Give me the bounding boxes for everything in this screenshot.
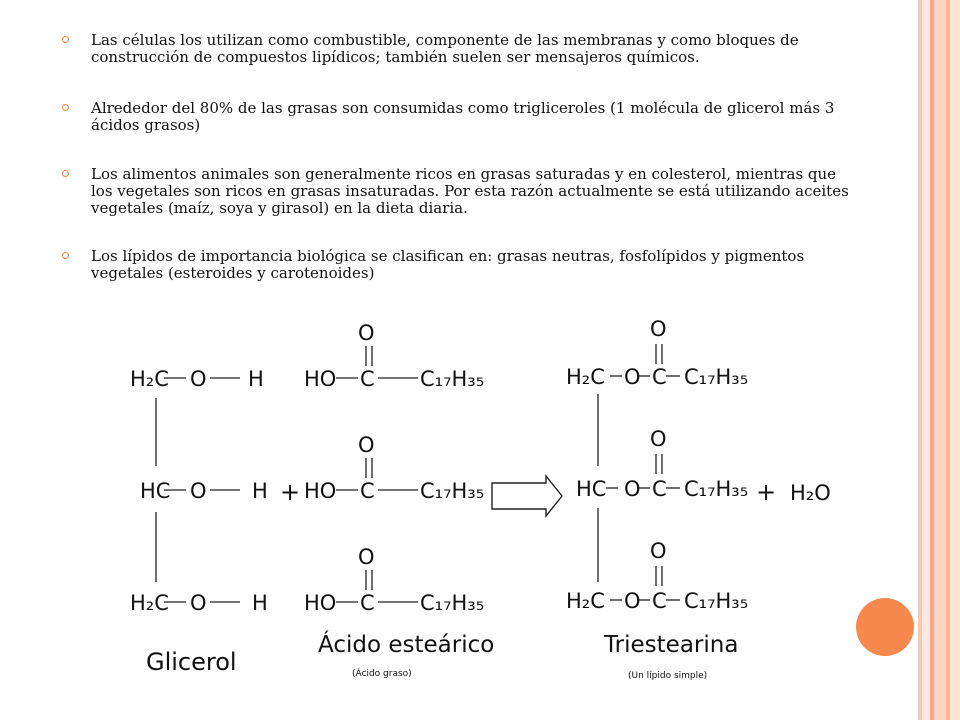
bullet-marker-icon: [62, 36, 71, 45]
acid-ho-1: HO: [304, 367, 337, 391]
bullet-marker-icon: [62, 104, 71, 113]
glycerol-o2: O: [190, 479, 207, 503]
bullet-item: [62, 248, 862, 282]
glycerol-o3: O: [190, 591, 207, 615]
glycerol-c3: H₂C: [130, 591, 169, 615]
product-o2: O: [624, 477, 641, 501]
glycerol-c2: HC: [140, 479, 171, 503]
acid-carbon-2: C: [360, 479, 375, 503]
product-c2: HC: [576, 477, 607, 501]
plus-sign-2: +: [756, 478, 777, 506]
glycerol-h3: H: [252, 591, 268, 615]
product-dbl-o2: O: [650, 427, 667, 451]
glycerol-o1: O: [190, 367, 207, 391]
glycerol-c1: H₂C: [130, 367, 169, 391]
product-o3: O: [624, 589, 641, 613]
product-sublabel: (Un lípido simple): [628, 671, 708, 681]
acid-carbon-3: C: [360, 591, 375, 615]
acid-chain-2: C₁₇H₃₅: [420, 479, 485, 503]
product-chain-2: C₁₇H₃₅: [684, 477, 749, 501]
acid-ho-3: HO: [304, 591, 337, 615]
product-label: Triestearina: [604, 632, 739, 658]
acid-oxygen-1: O: [358, 321, 375, 345]
glycerol-h1: H: [248, 367, 264, 391]
product-group: [566, 317, 748, 681]
acid-sublabel: (Ácido graso): [352, 669, 412, 679]
glycerol-label: Glicerol: [146, 648, 237, 676]
bullet-item: [62, 166, 862, 217]
water-formula: H₂O: [790, 481, 831, 505]
bullet-text: Los alimentos animales son generalmente ricos en grasas saturadas y en colesterol, mientras que los vegetales son ricos en grasas insaturadas. Por esta razón actualmente se está utilizando aceites vegetales (maíz, soya y girasol) en la dieta diaria.: [91, 165, 849, 217]
bullet-item: [62, 100, 862, 134]
product-o1: O: [624, 365, 641, 389]
acid-label: Ácido esteárico: [318, 632, 495, 658]
product-cc3: C: [652, 589, 667, 613]
decorative-stripe: [950, 0, 960, 720]
acid-carbon-1: C: [360, 367, 375, 391]
esterification-diagram: [100, 300, 840, 700]
product-dbl-o3: O: [650, 539, 667, 563]
acid-oxygen-2: O: [358, 433, 375, 457]
bullet-text: Las células los utilizan como combustible, componente de las membranas y como bloques de construcción de compuestos lipídicos; también suelen ser mensajeros químicos.: [91, 31, 799, 66]
product-cc2: C: [652, 477, 667, 501]
product-c3: H₂C: [566, 589, 605, 613]
reaction-arrow-icon: [492, 476, 562, 516]
glycerol-group: [130, 367, 268, 676]
decorative-stripe: [922, 0, 930, 720]
acid-ho-2: HO: [304, 479, 337, 503]
bullet-marker-icon: [62, 252, 71, 261]
acid-chain-3: C₁₇H₃₅: [420, 591, 485, 615]
acid-oxygen-3: O: [358, 545, 375, 569]
product-c1: H₂C: [566, 365, 605, 389]
decorative-stripe: [934, 0, 946, 720]
bullet-text: Alrededor del 80% de las grasas son consumidas como trigliceroles (1 molécula de glicerol más 3 ácidos grasos): [91, 99, 835, 134]
decorative-circle: [856, 598, 914, 656]
glycerol-h2: H: [252, 479, 268, 503]
product-dbl-o1: O: [650, 317, 667, 341]
product-cc1: C: [652, 365, 667, 389]
bullet-item: [62, 32, 862, 66]
product-chain-3: C₁₇H₃₅: [684, 589, 749, 613]
acid-group: [304, 321, 494, 679]
bullet-marker-icon: [62, 170, 71, 179]
bullet-text: Los lípidos de importancia biológica se clasifican en: grasas neutras, fosfolípidos y pigmentos vegetales (esteroides y carotenoides): [91, 247, 805, 282]
product-chain-1: C₁₇H₃₅: [684, 365, 749, 389]
acid-chain-1: C₁₇H₃₅: [420, 367, 485, 391]
plus-sign: +: [280, 478, 301, 506]
